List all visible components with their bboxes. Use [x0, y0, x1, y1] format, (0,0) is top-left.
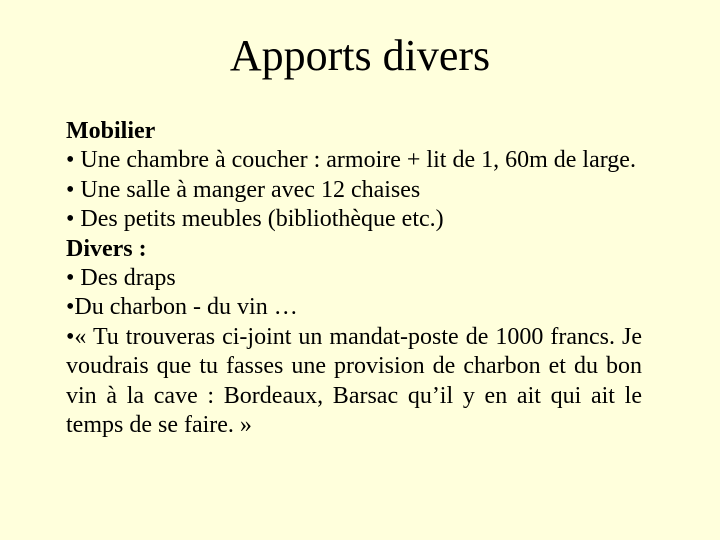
- slide-title: Apports divers: [229, 31, 491, 80]
- quote-paragraph-mandat-poste: •« Tu trouveras ci-joint un mandat-poste de 1000 francs. Je voudrais que tu fasses une provision de charbon et du bon vin à la cave : Bordeaux, Barsac qu’il y en ait qui ait le temps de se faire. »: [66, 323, 642, 439]
- bullet-item-salle-a-manger: • Une salle à manger avec 12 chaises: [66, 176, 421, 203]
- bullet-item-charbon-vin: •Du charbon - du vin …: [66, 294, 298, 321]
- bullet-item-draps: • Des draps: [66, 265, 176, 292]
- bullet-item-chambre: • Une chambre à coucher : armoire + lit de 1, 60m de large.: [66, 147, 636, 174]
- heading-mobilier: Mobilier: [66, 118, 156, 144]
- bullet-item-petits-meubles: • Des petits meubles (bibliothèque etc.): [66, 206, 444, 233]
- heading-divers: Divers :: [66, 235, 147, 262]
- slide-body-text-block: [66, 117, 642, 440]
